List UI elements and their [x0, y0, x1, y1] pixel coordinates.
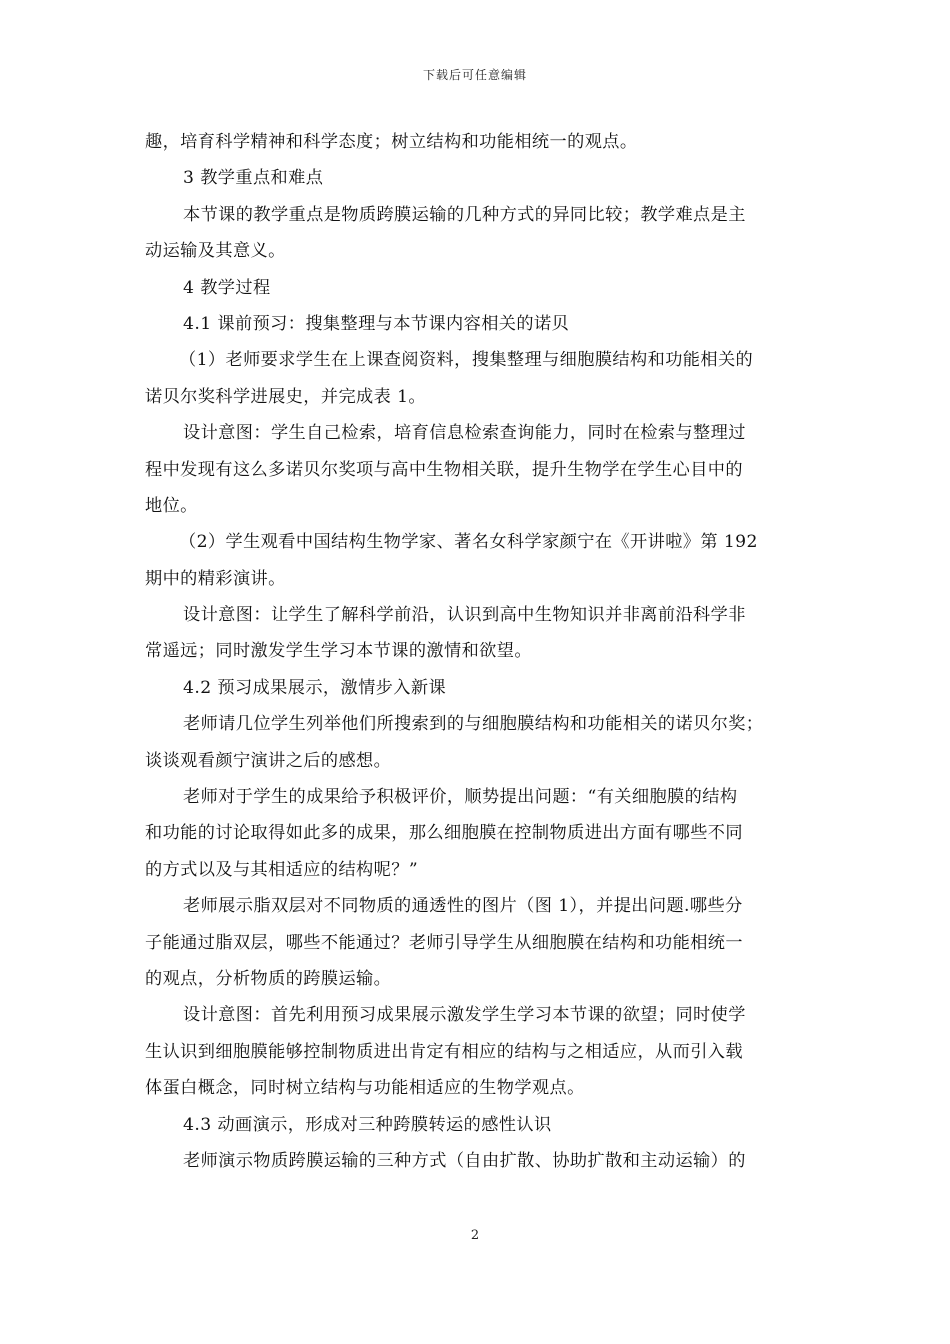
page-number: 2: [470, 1228, 480, 1243]
text-line: 常遥远；同时激发学生学习本节课的激情和欲望。: [145, 641, 532, 662]
text-line: 程中发现有这么多诺贝尔奖项与高中生物相关联，提升生物学在学生心目中的: [145, 459, 743, 480]
text-line: （2）学生观看中国结构生物学家、著名女科学家颜宁在《开讲啦》第 192: [179, 532, 758, 553]
text-line: 趣，培育科学精神和科学态度；树立结构和功能相统一的观点。: [145, 132, 638, 152]
text-line: 设计意图：让学生了解科学前沿，认识到高中生物知识并非离前沿科学非: [183, 605, 746, 626]
text-line: 和功能的讨论取得如此多的成果，那么细胞膜在控制物质进出方面有哪些不同: [145, 823, 743, 844]
text-line: 诺贝尔奖科学进展史，并完成表 1。: [145, 386, 427, 407]
text-line: 本节课的教学重点是物质跨膜运输的几种方式的异同比较；教学难点是主: [183, 204, 746, 225]
text-line: 的方式以及与其相适应的结构呢？”: [145, 859, 419, 880]
text-line: 子能通过脂双层，哪些不能通过？老师引导学生从细胞膜在结构和功能相统一: [145, 932, 743, 953]
text-line: 生认识到细胞膜能够控制物质进出肯定有相应的结构与之相适应，从而引入载: [145, 1041, 743, 1062]
text-line: 老师对于学生的成果给予积极评价，顺势提出问题：“有关细胞膜的结构: [183, 787, 738, 808]
page-header: 下载后可任意编辑: [422, 68, 527, 82]
text-line: （1）老师要求学生在上课查阅资料，搜集整理与细胞膜结构和功能相关的: [179, 350, 754, 371]
section-heading: 3 教学重点和难点: [183, 168, 324, 189]
text-line: 期中的精彩演讲。: [145, 568, 286, 589]
text-line: 设计意图：学生自己检索，培育信息检索查询能力，同时在检索与整理过: [183, 423, 746, 444]
text-line: 体蛋白概念，同时树立结构与功能相适应的生物学观点。: [145, 1078, 585, 1099]
subsection-heading: 4.2 预习成果展示，激情步入新课: [183, 677, 447, 698]
text-line: 老师演示物质跨膜运输的三种方式（自由扩散、协助扩散和主动运输）的: [183, 1150, 746, 1171]
text-line: 老师展示脂双层对不同物质的通透性的图片（图 1），并提出问题.哪些分: [183, 896, 743, 917]
subsection-heading: 4.3 动画演示，形成对三种跨膜转运的感性认识: [183, 1114, 552, 1135]
text-line: 的观点，分析物质的跨膜运输。: [145, 968, 392, 989]
section-heading: 4 教学过程: [183, 277, 271, 298]
text-line: 设计意图：首先利用预习成果展示激发学生学习本节课的欲望；同时使学: [183, 1005, 746, 1026]
document-body: [145, 124, 815, 1179]
text-line: 地位。: [145, 495, 198, 516]
text-line: 老师请几位学生列举他们所搜索到的与细胞膜结构和功能相关的诺贝尔奖；: [183, 714, 764, 735]
subsection-heading: 4.1 课前预习：搜集整理与本节课内容相关的诺贝: [183, 313, 570, 334]
text-line: 动运输及其意义。: [145, 241, 286, 262]
text-line: 谈谈观看颜宁演讲之后的感想。: [145, 750, 392, 771]
